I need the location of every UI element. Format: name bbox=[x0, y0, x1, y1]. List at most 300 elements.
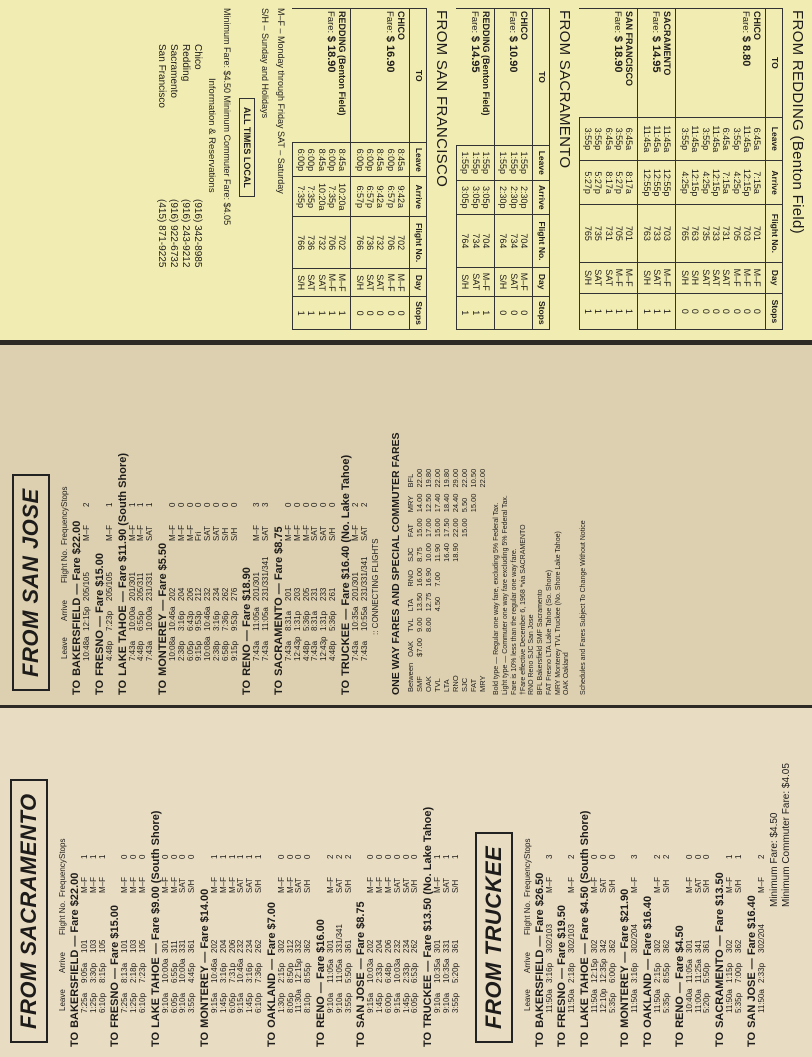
route-block bbox=[422, 718, 460, 1047]
schedule-cell: 1 bbox=[456, 296, 470, 329]
route-fare: — Fare $18.90 bbox=[241, 567, 254, 642]
schedule-cell: 12:55p bbox=[638, 161, 652, 205]
flight-cell: 361 bbox=[343, 939, 353, 953]
flight-cell: 1 bbox=[97, 854, 107, 859]
flight-cell: 9:10a bbox=[178, 992, 188, 1013]
flight-cell: 11:50a bbox=[756, 989, 766, 1013]
fares-cell: 15.00 bbox=[433, 518, 443, 538]
route-destination: OAKLAND bbox=[265, 972, 278, 1028]
schedule-cell: 6:00p bbox=[365, 143, 375, 177]
flight-cell: 10:35a bbox=[350, 606, 360, 631]
route-destination: RENO bbox=[673, 996, 686, 1028]
fares-cell: 24.40 bbox=[451, 493, 461, 513]
fares-cell: $7.00 bbox=[415, 638, 425, 657]
flight-cell: 0 bbox=[211, 502, 221, 507]
flight-cell: 10:46a bbox=[236, 958, 246, 983]
flight-cell: 9:05a bbox=[80, 962, 89, 983]
schedule-cell: S/H bbox=[676, 262, 690, 293]
flight-cell: 1:31p bbox=[319, 610, 329, 631]
fine-print-line: Light type — Commuter one way fare excluding 5% Federal Tax. bbox=[502, 495, 510, 695]
flight-cell: 12:15p bbox=[590, 958, 600, 983]
flight-cell: 2 bbox=[82, 502, 91, 507]
flight-cell: 0 bbox=[187, 854, 197, 859]
schedule-cell: S/H bbox=[292, 269, 306, 297]
schedule-cell: S/H bbox=[456, 267, 470, 296]
fares-cell: 12.50 bbox=[424, 493, 434, 513]
route-destination: FRESNO bbox=[556, 982, 569, 1028]
flight-cell: 6:10p bbox=[97, 992, 107, 1013]
flight-cell: 2:18p bbox=[567, 962, 577, 983]
schedule-cell: 1 bbox=[614, 293, 624, 329]
flight-cell: SAT bbox=[294, 878, 304, 893]
schedule-cell: 763 bbox=[638, 205, 652, 262]
flight-cell: 0 bbox=[220, 502, 230, 507]
from-redding-title: FROM REDDING (Benton Field) bbox=[789, 10, 806, 234]
flight-cell: 301 bbox=[684, 939, 694, 953]
route-block bbox=[355, 718, 420, 1047]
flight-cell: M–F bbox=[169, 877, 179, 893]
schedule-cell: 734 bbox=[470, 215, 480, 268]
flight-cell: SAT bbox=[203, 526, 213, 541]
route-destination: RENO bbox=[241, 644, 254, 676]
schedule-cell: 4:25p bbox=[676, 161, 690, 205]
flight-cell: M–F bbox=[167, 525, 177, 541]
flight-cell: 262 bbox=[220, 587, 230, 601]
flight-cell: SAT bbox=[310, 526, 320, 541]
schedule-cell: 0 bbox=[351, 297, 365, 330]
flight-cell: 0 bbox=[598, 854, 608, 859]
route-fare: — Fare $22.00 bbox=[71, 520, 83, 595]
flight-cell: 10:46a bbox=[167, 606, 177, 631]
schedule-cell: 11:45a bbox=[742, 117, 752, 160]
fares-cell: 22.00 bbox=[478, 468, 488, 488]
flight-cell: M–F bbox=[433, 877, 443, 893]
flight-cell: 10:35a bbox=[441, 958, 451, 983]
fares-cell: 16.40 bbox=[442, 543, 452, 562]
schedule-cell: 11:45a bbox=[652, 117, 662, 160]
flight-cell: 7:31p bbox=[227, 962, 237, 983]
fares-cell: 13.50 bbox=[415, 592, 425, 612]
flight-cell: 12:43p bbox=[319, 636, 329, 661]
schedule-cell: SAT bbox=[306, 269, 316, 297]
from-truckee-title: FROM TRUCKEE bbox=[475, 832, 513, 1043]
flight-cell: 3:16p bbox=[630, 962, 640, 983]
schedule-cell: 1:55p bbox=[508, 146, 518, 180]
fares-cell: 15.00 bbox=[460, 518, 470, 538]
destination-cell bbox=[292, 9, 351, 143]
flight-cell: M–F bbox=[653, 877, 663, 893]
flight-cell: 1 bbox=[441, 854, 451, 859]
fare-amount: $ 8.80 bbox=[739, 35, 752, 67]
fares-cell: 17.50 bbox=[442, 518, 452, 538]
route-title bbox=[340, 355, 352, 695]
flight-cell: 1 bbox=[104, 502, 114, 507]
flight-cell: 2 bbox=[653, 854, 663, 859]
route-fare: — Fare $4.50 (South Shore) bbox=[579, 810, 592, 955]
route-fare: — Fare $22.00 bbox=[69, 872, 81, 947]
route-block bbox=[109, 718, 147, 1047]
flight-cell: 8:13a bbox=[120, 962, 130, 983]
fares-row bbox=[451, 466, 460, 695]
column-header: Flight No. bbox=[60, 548, 69, 583]
flight-cell: S/H bbox=[450, 879, 460, 893]
column-header: Frequency bbox=[58, 859, 67, 897]
fares-cell: 10.50 bbox=[469, 468, 479, 488]
fares-cell bbox=[478, 635, 487, 660]
route-block bbox=[340, 355, 370, 695]
column-header: Leave bbox=[522, 989, 532, 1011]
schedule-cell: 4:25p bbox=[700, 161, 710, 205]
route-fare: — Fare $16.40 (No. Lake Tahoe) bbox=[339, 454, 352, 620]
fare-amount: $ 18.90 bbox=[612, 35, 625, 73]
flight-cell: 0 bbox=[590, 854, 600, 859]
fares-cell bbox=[478, 491, 487, 516]
fares-header-cell: FAT bbox=[406, 523, 416, 538]
schedule-cell: 1 bbox=[306, 297, 316, 330]
flight-row bbox=[146, 355, 155, 661]
schedule-cell: SAT bbox=[700, 262, 710, 293]
flight-cell: S/H bbox=[187, 879, 197, 893]
flight-cell: 9:15a bbox=[209, 992, 219, 1013]
flight-cell: SAT bbox=[359, 526, 369, 541]
fares-cell bbox=[478, 540, 487, 565]
fares-cell: 19.80 bbox=[442, 468, 452, 488]
schedule-cell: 5:27p bbox=[614, 161, 624, 205]
flight-cell: 7:36p bbox=[253, 962, 263, 983]
fares-cell: 14.00 bbox=[415, 493, 425, 513]
flight-cell: 11:50a bbox=[653, 989, 663, 1013]
schedule-cell: 7:15a bbox=[752, 161, 766, 205]
flight-cell: M–F bbox=[136, 525, 146, 541]
fares-row bbox=[460, 466, 469, 695]
from-san-francisco-title: FROM SAN FRANCISCO bbox=[432, 10, 450, 188]
column-header: TO bbox=[766, 9, 783, 118]
schedule-cell: 6:00p bbox=[292, 143, 306, 177]
fares-cell: 15.00 bbox=[469, 493, 479, 513]
schedule-cell: 6:45a bbox=[603, 117, 613, 160]
fares-row bbox=[442, 466, 451, 695]
flight-cell: 9:10a bbox=[325, 992, 335, 1013]
flight-cell: 1 bbox=[725, 854, 735, 859]
schedule-cell: 7:15a bbox=[721, 161, 731, 205]
route-destination: TRUCKEE bbox=[422, 974, 435, 1028]
flight-cell: 9:15a bbox=[392, 992, 402, 1013]
flight-cell: 1 bbox=[236, 854, 246, 859]
flight-cell: S/H bbox=[410, 879, 420, 893]
flight-cell: M–F bbox=[137, 877, 147, 893]
flight-cell: 1:31p bbox=[292, 610, 302, 631]
schedule-cell: S/H bbox=[690, 262, 700, 293]
schedule-cell: 1 bbox=[652, 293, 662, 329]
route-to: TO bbox=[116, 679, 129, 695]
column-header: Flight No. bbox=[532, 215, 549, 268]
flight-cell: M–F bbox=[120, 877, 130, 893]
sacramento-column-headers bbox=[58, 718, 67, 1011]
flight-cell: 302/103 bbox=[567, 924, 577, 953]
flight-cell: 103 bbox=[129, 939, 139, 953]
flight-cell: 262 bbox=[410, 939, 420, 953]
flight-row bbox=[631, 718, 640, 1013]
flight-cell: 1 bbox=[218, 854, 228, 859]
route-block bbox=[534, 718, 555, 1047]
column-header: Stops bbox=[766, 293, 783, 329]
route-destination: BAKERSFIELD bbox=[69, 949, 81, 1028]
redding-table bbox=[579, 8, 783, 330]
fares-cell: 22.00 bbox=[451, 518, 461, 538]
flight-cell: M–F bbox=[567, 877, 577, 893]
flight-cell: 6:58p bbox=[220, 640, 230, 661]
route-to: TO bbox=[149, 1031, 162, 1047]
schedule-cell: 3:55p bbox=[731, 117, 741, 160]
fares-cell: 16.00 bbox=[415, 567, 425, 587]
schedule-cell: 1 bbox=[316, 297, 326, 330]
fares-cell bbox=[451, 635, 460, 660]
flight-cell: 1 bbox=[734, 854, 744, 859]
flight-cell: 0 bbox=[129, 854, 139, 859]
route-destination: BAKERSFIELD bbox=[71, 597, 83, 676]
flight-cell: 11:50a bbox=[725, 989, 735, 1013]
flight-cell: 1 bbox=[80, 854, 89, 859]
flight-cell: SAT bbox=[598, 878, 608, 893]
flight-cell: 1 bbox=[136, 502, 146, 507]
flight-cell: 232 bbox=[203, 587, 213, 601]
flight-cell: SAT bbox=[261, 526, 271, 541]
flight-cell: 0 bbox=[229, 502, 239, 507]
redding-schedule-panel bbox=[0, 0, 812, 340]
flight-cell: 103 bbox=[88, 939, 98, 953]
column-header: Day bbox=[410, 269, 427, 297]
flight-cell: 362 bbox=[662, 939, 672, 953]
flight-cell: 341 bbox=[693, 939, 703, 953]
schedule-cell: 705 bbox=[731, 205, 741, 262]
flight-cell: 301 bbox=[433, 939, 443, 953]
fares-cell: 4.50 bbox=[433, 596, 443, 612]
flight-cell: 205/311 bbox=[136, 572, 146, 601]
fare-line bbox=[324, 11, 337, 140]
flight-cell: 201/301 bbox=[127, 572, 137, 601]
schedule-cell: M–F bbox=[519, 267, 533, 296]
flight-cell: S/H bbox=[229, 527, 239, 541]
flight-cell: 3:16p bbox=[218, 962, 228, 983]
flight-cell: M–F bbox=[383, 877, 393, 893]
fares-cell: 7.00 bbox=[433, 572, 443, 587]
fares-cell bbox=[460, 635, 469, 660]
flight-cell: 234 bbox=[245, 939, 255, 953]
column-header: Leave bbox=[410, 143, 427, 177]
route-block bbox=[69, 718, 107, 1047]
flight-cell: Fri bbox=[194, 531, 204, 541]
schedule-cell: 701 bbox=[752, 205, 766, 262]
fares-cell bbox=[442, 635, 451, 660]
column-header: Stops bbox=[410, 297, 427, 330]
fares-cell: SMF bbox=[415, 676, 425, 692]
flight-cell: 3:55p bbox=[187, 992, 197, 1013]
flight-cell: 105 bbox=[137, 939, 147, 953]
flight-cell: 10:46a bbox=[209, 958, 219, 983]
flight-cell: 3:55p bbox=[343, 992, 353, 1013]
destination-cell bbox=[494, 9, 532, 146]
column-header: Arrive bbox=[410, 177, 427, 217]
flight-cell: M–F bbox=[590, 877, 600, 893]
flight-cell: 1:45p bbox=[218, 992, 228, 1013]
schedule-cell: 734 bbox=[508, 215, 518, 268]
flight-cell: 301 bbox=[160, 939, 170, 953]
route-fare: — Fare $21.90 bbox=[619, 888, 632, 963]
fare-line bbox=[468, 11, 481, 143]
fares-header-cell: Between bbox=[406, 662, 416, 692]
fine-print-line: BFL Bakersfield SMF Sacramento bbox=[537, 589, 545, 695]
fares-cell: LTA bbox=[442, 679, 452, 692]
flight-cell: 11:50a bbox=[567, 989, 577, 1013]
route-destination: SACRAMENTO bbox=[714, 949, 727, 1028]
flight-cell: 1:25p bbox=[88, 992, 98, 1013]
flight-cell: 7:43a bbox=[252, 640, 262, 661]
schedule-cell: SAT bbox=[316, 269, 326, 297]
flight-cell: 11:05a bbox=[252, 607, 262, 631]
from-sacramento-title: FROM SACRAMENTO bbox=[555, 10, 573, 169]
flight-cell: 5:35p bbox=[662, 992, 672, 1013]
flight-cell: 1 bbox=[127, 502, 137, 507]
schedule-cell: M–F bbox=[396, 269, 410, 297]
schedule-cell: 1 bbox=[292, 297, 306, 330]
flight-cell: 5:50p bbox=[702, 962, 712, 983]
flight-cell: 204 bbox=[375, 939, 385, 953]
flight-cell: 3 bbox=[630, 854, 640, 859]
schedule-cell: 763 bbox=[690, 205, 700, 262]
schedule-cell: 8:45a bbox=[396, 143, 410, 177]
route-fare: — Fare $13.50 (No. Lake Tahoe) bbox=[422, 806, 435, 972]
schedule-change-note: Schedules and Fares Subject To Change Without Notice bbox=[580, 520, 588, 695]
fare-label: Fare: bbox=[506, 11, 518, 34]
info-reservations-title: Information & Reservations bbox=[205, 78, 217, 193]
column-header: Flight No. bbox=[522, 900, 532, 935]
schedule-cell: M–F bbox=[481, 267, 495, 296]
flight-cell: 1:30p bbox=[276, 992, 286, 1013]
route-block bbox=[117, 355, 155, 695]
flight-cell: 101 bbox=[120, 939, 130, 953]
flight-cell: 0 bbox=[375, 854, 385, 859]
flight-cell: 2 bbox=[334, 854, 344, 859]
fares-cell: OAK bbox=[424, 676, 434, 692]
fares-cell: 12.75 bbox=[424, 592, 434, 612]
flight-cell: 301 bbox=[325, 939, 335, 953]
fares-cell bbox=[433, 614, 442, 635]
destination-cell bbox=[638, 9, 676, 118]
schedule-cell: SAT bbox=[652, 262, 662, 293]
flight-cell: 6:43p bbox=[185, 610, 195, 631]
flight-cell: SAT bbox=[145, 526, 155, 541]
flight-cell: S/H bbox=[662, 879, 672, 893]
schedule-cell: 12:15p bbox=[742, 161, 752, 205]
route-to: TO bbox=[109, 1031, 122, 1047]
flight-cell: 8:31a bbox=[310, 610, 320, 631]
column-header: TO bbox=[532, 9, 549, 146]
route-fare: — Fare $15.00 bbox=[93, 553, 106, 628]
flight-cell: 5:35p bbox=[734, 992, 744, 1013]
column-header: Leave bbox=[58, 989, 67, 1011]
flight-row bbox=[231, 355, 240, 661]
flight-cell: 231/331 bbox=[145, 572, 155, 601]
contact-list bbox=[155, 8, 203, 332]
schedule-cell: 765 bbox=[579, 205, 593, 262]
flight-row bbox=[304, 718, 313, 1013]
flight-cell: SAT bbox=[211, 526, 221, 541]
flight-cell: 202 bbox=[209, 939, 219, 953]
one-way-fares-title: ONE WAY FARES AND SPECIAL COMMUTER FARES bbox=[390, 432, 403, 695]
fares-row bbox=[469, 466, 478, 695]
flight-cell: 203 bbox=[292, 587, 302, 601]
flight-cell: 1:45p bbox=[245, 992, 255, 1013]
schedule-cell: 736 bbox=[365, 217, 375, 269]
column-header: Leave bbox=[766, 117, 783, 160]
fares-row bbox=[433, 466, 442, 695]
route-title bbox=[150, 718, 162, 1047]
table-row bbox=[519, 9, 533, 330]
fares-cell bbox=[451, 590, 460, 615]
flight-cell: S/H bbox=[327, 527, 337, 541]
flight-cell: 212 bbox=[194, 587, 204, 601]
flight-cell: 0 bbox=[285, 854, 295, 859]
flight-cell: 11:50a bbox=[630, 989, 640, 1013]
flight-cell: 2 bbox=[325, 854, 335, 859]
flight-cell: 362 bbox=[607, 939, 617, 953]
fare-amount: $ 18.90 bbox=[325, 35, 338, 73]
schedule-cell: S/H bbox=[494, 267, 508, 296]
flight-cell: 7:23p bbox=[104, 610, 114, 631]
flight-cell: 10:03a bbox=[392, 958, 402, 983]
fares-header-cell: BFL bbox=[406, 473, 416, 488]
redding-schedule-content bbox=[0, 0, 812, 340]
schedule-cell: 0 bbox=[711, 293, 721, 329]
flight-cell: 3 bbox=[261, 502, 271, 507]
flight-cell: 231 bbox=[310, 587, 320, 601]
flight-cell: 6:48p bbox=[383, 962, 393, 983]
flight-cell: 6:55p bbox=[136, 610, 146, 631]
schedule-cell: 705 bbox=[614, 205, 624, 262]
flight-cell: 205/105 bbox=[104, 572, 114, 601]
flight-cell: 232 bbox=[236, 939, 246, 953]
route-block bbox=[315, 718, 353, 1047]
flight-cell: 11:05a bbox=[261, 607, 271, 631]
fare-label: Fare: bbox=[383, 11, 395, 34]
flight-cell: 11:05a bbox=[684, 959, 694, 983]
flight-cell: 6:00p bbox=[607, 962, 617, 983]
schedule-cell: 731 bbox=[721, 205, 731, 262]
flight-cell: 10:00a bbox=[160, 958, 170, 983]
fares-cell: 18.40 bbox=[442, 493, 452, 513]
flight-cell: 0 bbox=[194, 502, 204, 507]
route-destination: LAKE TAHOE bbox=[579, 957, 592, 1028]
flight-cell: 302/103 bbox=[544, 924, 554, 953]
flight-cell: 2:18p bbox=[129, 962, 139, 983]
route-fare: — Fare $19.50 bbox=[556, 905, 569, 980]
fares-cell: 17.00 bbox=[424, 518, 434, 538]
flight-cell: 10:00a bbox=[127, 606, 137, 631]
fare-line bbox=[506, 11, 519, 143]
flight-cell: 0 bbox=[185, 502, 195, 507]
column-header: Day bbox=[532, 267, 549, 296]
fares-cell: 22.00 bbox=[433, 468, 443, 488]
schedule-cell: 3:55p bbox=[676, 117, 690, 160]
fares-row bbox=[478, 466, 487, 695]
fares-cell: 22.00 bbox=[460, 468, 470, 488]
flight-cell: 5:20p bbox=[450, 962, 460, 983]
column-header: Flight No. bbox=[58, 900, 67, 935]
flight-cell: 201/301 bbox=[350, 572, 360, 601]
column-header: Flight No. bbox=[766, 205, 783, 262]
flight-cell: M–F bbox=[129, 877, 139, 893]
fine-print-line: OAK Oakland bbox=[563, 652, 571, 695]
